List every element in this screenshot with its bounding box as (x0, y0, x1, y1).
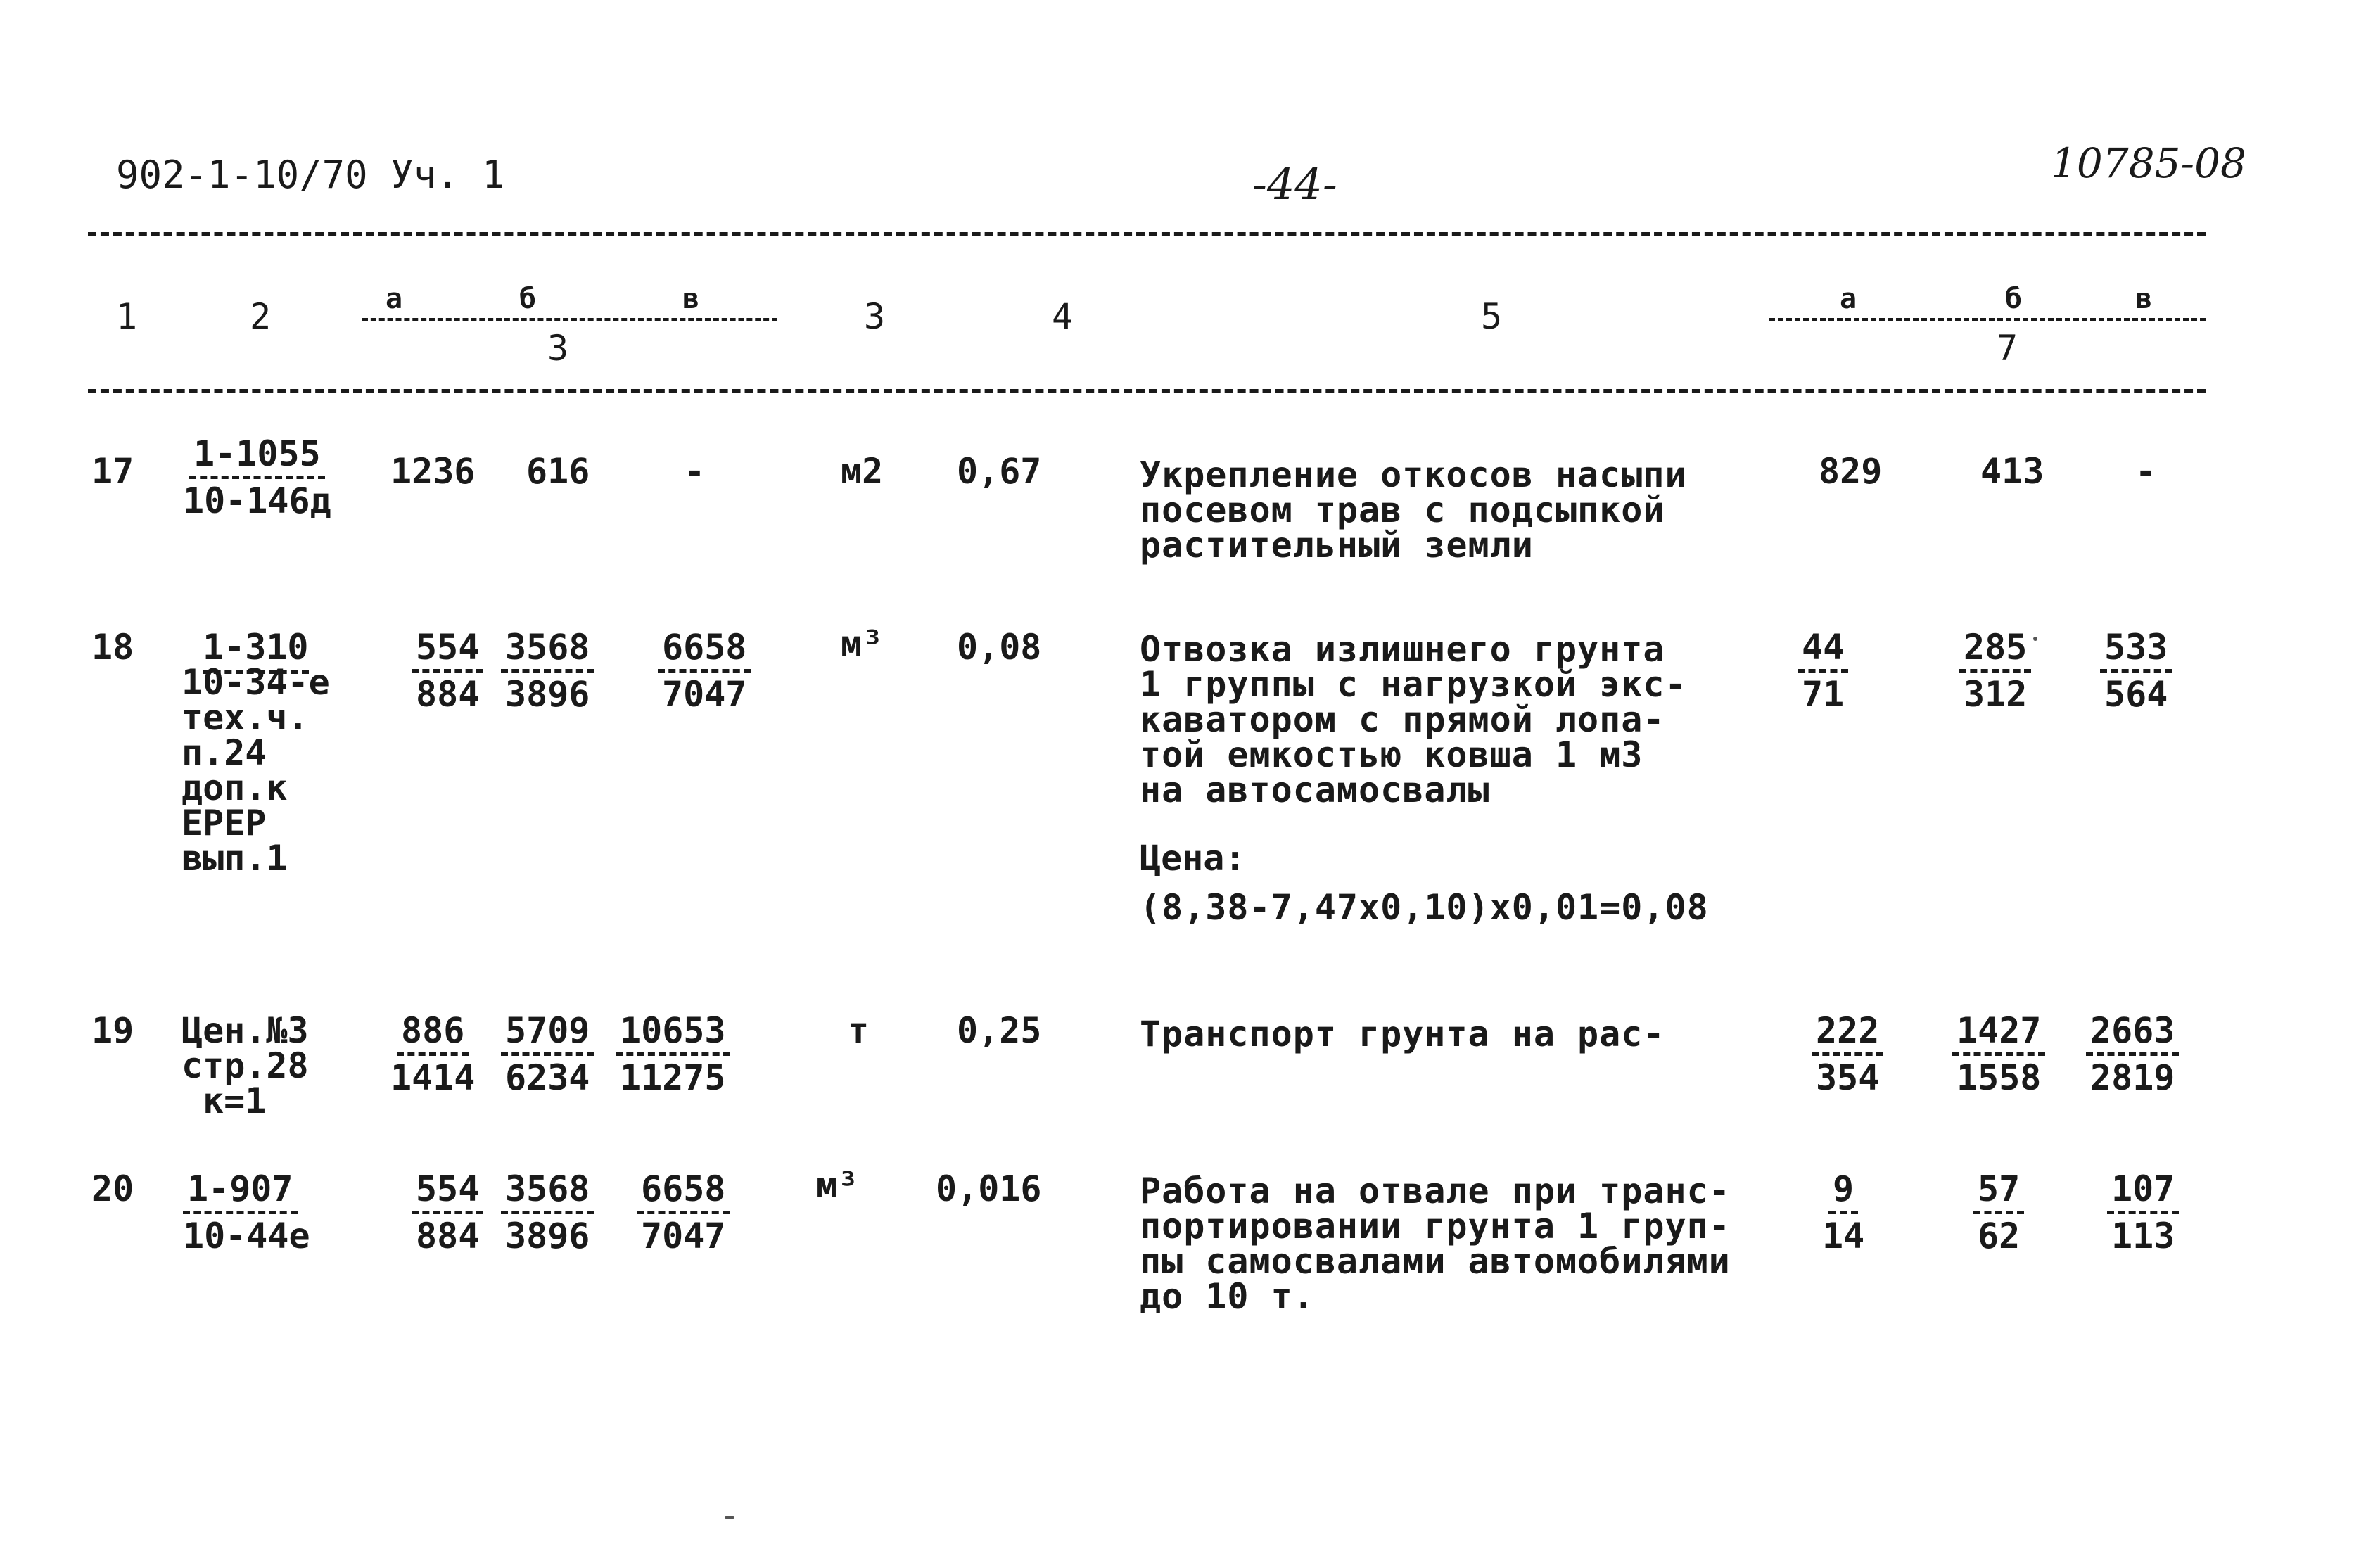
scan-mark (725, 1516, 734, 1519)
cell-7a-bottom: 354 (1816, 1057, 1880, 1098)
cell-3a (412, 1168, 483, 1256)
cell-unit: м³ (841, 623, 884, 664)
description-line: портировании грунта 1 груп- (1140, 1206, 1731, 1247)
cell-3v: - (684, 451, 706, 492)
price-formula: (8,38-7,47х0,10)х0,01=0,08 (1140, 887, 1709, 928)
cell-qty: 0,016 (936, 1168, 1042, 1209)
cell-7v-bottom: 2819 (2090, 1057, 2175, 1098)
cell-7v-bottom: 564 (2104, 674, 2168, 715)
cell-7v: - (2135, 451, 2157, 492)
cell-7b-top: 285 (1959, 630, 2031, 673)
row-number: 20 (91, 1168, 134, 1209)
description-line: Укрепление откосов насыпи (1140, 454, 1687, 495)
cell-3a-top: 554 (412, 630, 483, 673)
cell-3v (637, 1168, 730, 1256)
description-line: Транспорт грунта на рас- (1140, 1014, 1665, 1054)
cell-7a: 829 (1819, 451, 1883, 492)
row-number: 19 (91, 1010, 134, 1051)
cell-7b-bottom: 62 (1978, 1216, 2021, 1256)
code-line: 10-34-е (182, 662, 330, 703)
cell-7a (1812, 1010, 1883, 1098)
cell-7a-bottom: 71 (1802, 674, 1845, 715)
col-header-7a: а (1840, 283, 1857, 315)
code-line: стр.28 (182, 1045, 309, 1086)
code-numerator: 1-1055 (189, 436, 325, 479)
description-line: Работа на отвале при транс- (1140, 1171, 1731, 1211)
description-line: на автосамосвалы (1140, 770, 1490, 810)
description-line: пы самосвалами автомобилями (1140, 1241, 1731, 1282)
scan-mark (2033, 637, 2037, 641)
cell-7v-top: 2663 (2086, 1013, 2179, 1056)
row-code (183, 1168, 310, 1256)
cell-3a-bottom: 884 (416, 674, 480, 715)
cell-3v (658, 627, 751, 715)
code-line: доп.к (182, 767, 288, 808)
cell-7b: 413 (1980, 451, 2044, 492)
cell-3b-top: 3568 (501, 630, 594, 673)
description-line: той емкостью ковша 1 м3 (1140, 734, 1643, 775)
cell-3v-top: 6658 (637, 1171, 730, 1214)
cell-7b-bottom: 312 (1964, 674, 2028, 715)
cell-3b-bottom: 3896 (505, 674, 590, 715)
col-header-5: 5 (1481, 296, 1503, 337)
description-line: Отвозка излишнего грунта (1140, 629, 1665, 670)
price-label: Цена: (1140, 838, 1246, 879)
cell-3b-top: 5709 (501, 1013, 594, 1056)
cell-unit: м2 (841, 451, 884, 492)
cell-7a-top: 9 (1828, 1171, 1858, 1214)
row-code (182, 1010, 309, 1121)
col-header-3-unit: 3 (864, 296, 886, 337)
description-line: до 10 т. (1140, 1276, 1315, 1317)
cell-3b (501, 627, 594, 715)
cell-3a: 1236 (390, 451, 476, 492)
cell-unit: м³ (816, 1165, 859, 1206)
cell-7v-bottom: 113 (2111, 1216, 2175, 1256)
cell-7b (1959, 627, 2031, 715)
cell-3b-top: 3568 (501, 1171, 594, 1214)
code-line: п.24 (182, 732, 267, 773)
cell-7v (2086, 1010, 2179, 1098)
cell-7b (1973, 1168, 2024, 1256)
code-line: Цен.№3 (182, 1010, 309, 1051)
col-header-2: 2 (250, 296, 272, 337)
cell-description (1140, 1016, 1665, 1052)
cell-3v-top: 6658 (658, 630, 751, 673)
cell-3v-bottom: 11275 (620, 1057, 726, 1098)
cell-3a-bottom: 884 (416, 1216, 480, 1256)
col-header-7b: б (2005, 283, 2023, 315)
cell-3a-bottom: 1414 (390, 1057, 476, 1098)
code-denominator: 10-44е (183, 1216, 310, 1256)
cell-description (1140, 629, 1687, 810)
cell-description (1140, 454, 1687, 566)
col-header-7v: в (2135, 283, 2153, 315)
col-header-4: 4 (1052, 296, 1074, 337)
cell-qty: 0,25 (957, 1010, 1042, 1051)
cell-3v-top: 10653 (616, 1013, 730, 1056)
cell-7a (1822, 1168, 1865, 1256)
cell-7v (2107, 1168, 2179, 1256)
code-line: ЕРЕР (182, 803, 267, 843)
col-header-7: 7 (1997, 328, 2018, 369)
cell-7a (1798, 627, 1848, 715)
col-7-sub-rule (1769, 318, 2206, 321)
cell-3b (501, 1010, 594, 1098)
cell-7a-top: 44 (1798, 630, 1848, 673)
cell-7b-top: 1427 (1952, 1013, 2045, 1056)
row-number: 18 (91, 627, 134, 668)
cell-3b-bottom: 6234 (505, 1057, 590, 1098)
code-line: к=1 (203, 1081, 267, 1121)
cell-3a (412, 627, 483, 715)
description-line: посевом трав с подсыпкой (1140, 490, 1665, 530)
cell-7v (2100, 627, 2172, 715)
cell-3b (501, 1168, 594, 1256)
description-line: 1 группы с нагрузкой экс- (1140, 664, 1687, 705)
cell-7b-bottom: 1558 (1957, 1057, 2042, 1098)
col-header-1: 1 (116, 296, 138, 337)
cell-qty: 0,08 (957, 627, 1042, 668)
cell-7a-bottom: 14 (1822, 1216, 1865, 1256)
cell-3v (616, 1010, 730, 1098)
col-header-3a: а (386, 283, 403, 315)
cell-7b (1952, 1010, 2045, 1098)
cell-3v-bottom: 7047 (662, 674, 747, 715)
top-rule (88, 232, 2206, 236)
cell-7a-top: 222 (1812, 1013, 1883, 1056)
description-line: каватором с прямой лопа- (1140, 699, 1665, 740)
code-numerator: 1-907 (183, 1171, 298, 1214)
cell-3a-top: 886 (397, 1013, 469, 1056)
cell-unit: т (848, 1010, 870, 1051)
document-code: 902-1-10/70 Уч. 1 (116, 153, 505, 197)
page-number: -44- (1252, 158, 1337, 210)
row-number: 17 (91, 451, 134, 492)
col-3-sub-rule (362, 318, 777, 321)
col-header-3v: в (682, 283, 700, 315)
cell-7v-top: 107 (2107, 1171, 2179, 1214)
code-line: вып.1 (182, 838, 288, 879)
code-line: тех.ч. (182, 697, 309, 738)
cell-3a (390, 1010, 476, 1098)
cell-7b-top: 57 (1973, 1171, 2024, 1214)
document-number: 10785-08 (2051, 139, 2246, 187)
col-header-3b: б (519, 283, 537, 315)
col-header-3: 3 (547, 328, 569, 369)
code-denominator: 10-146д (183, 480, 331, 521)
cell-description (1140, 1171, 1731, 1317)
cell-7v-top: 533 (2100, 630, 2172, 673)
row-code (182, 627, 330, 879)
cell-3v-bottom: 7047 (641, 1216, 726, 1256)
row-code (183, 433, 331, 521)
cell-qty: 0,67 (957, 451, 1042, 492)
description-line: растительный земли (1140, 525, 1534, 566)
cell-3b: 616 (526, 451, 590, 492)
cell-3b-bottom: 3896 (505, 1216, 590, 1256)
code-numerator: 1-310 (203, 627, 309, 674)
header-rule (88, 389, 2206, 393)
cell-3a-top: 554 (412, 1171, 483, 1214)
